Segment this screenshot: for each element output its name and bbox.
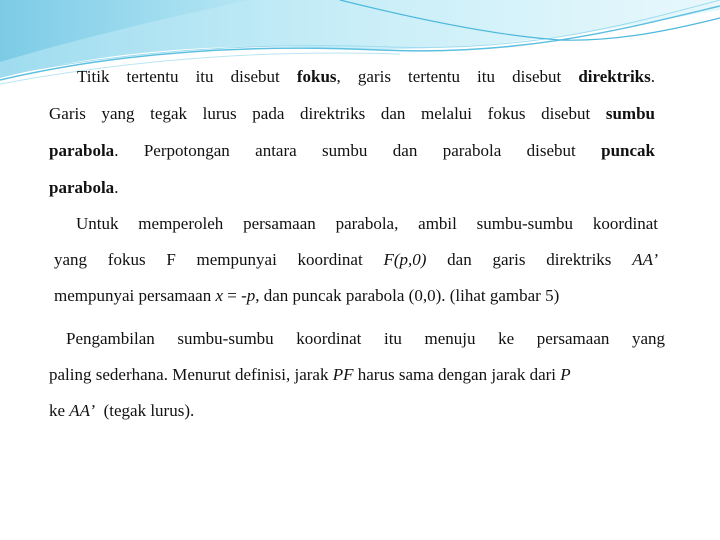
paragraph-3-line-3: [49, 393, 665, 429]
term-sumbu: sumbu: [605, 104, 655, 123]
paragraph-1: [49, 58, 655, 206]
paragraph-1-line-2: [49, 95, 655, 132]
math-point-p: P: [560, 365, 571, 384]
text: . Perpotongan antara sumbu dan parabola disebut: [114, 141, 602, 160]
paragraph-1-line-3: [49, 132, 655, 169]
text: harus sama dengan jarak dari: [353, 365, 561, 384]
text: , garis tertentu itu disebut: [336, 67, 579, 86]
term-parabola: parabola: [49, 178, 115, 197]
term-fokus: fokus: [296, 67, 337, 86]
math-line-aa: AA’: [69, 401, 96, 420]
paragraph-3-line-1: [49, 321, 665, 357]
math-pf: PF: [332, 365, 354, 384]
term-direktriks: direktriks: [578, 67, 651, 86]
paragraph-3-line-2: [49, 357, 665, 393]
text: .: [114, 178, 119, 197]
paragraph-1-line-1: [49, 58, 655, 95]
text: dan garis direktriks: [426, 250, 633, 269]
term-puncak: puncak: [601, 141, 655, 160]
paragraph-2: [54, 206, 658, 314]
math-line-aa: AA’: [632, 250, 658, 269]
math-p: p: [246, 286, 256, 305]
text: Titik tertentu itu disebut: [77, 67, 297, 86]
paragraph-3: [49, 321, 665, 429]
text: .: [650, 67, 655, 86]
text: = -: [223, 286, 247, 305]
paragraph-2-line-2: [54, 242, 658, 278]
text: yang fokus F mempunyai koordinat: [54, 250, 384, 269]
text: Untuk memperoleh persamaan parabola, ambil sumbu-sumbu koordinat: [76, 214, 658, 233]
paragraph-2-line-1: [54, 206, 658, 242]
term-parabola: parabola: [49, 141, 115, 160]
paragraph-2-line-3: [54, 278, 658, 314]
text: Pengambilan sumbu-sumbu koordinat itu menuju ke persamaan yang: [66, 329, 665, 348]
math-focus-coordinate: F(p,0): [383, 250, 427, 269]
text: mempunyai persamaan: [54, 286, 216, 305]
text: paling sederhana. Menurut definisi, jarak: [49, 365, 333, 384]
text: , dan puncak parabola (0,0). (lihat gambar 5): [255, 286, 560, 305]
paragraph-1-line-4: [49, 169, 655, 206]
math-x: x: [215, 286, 223, 305]
text: Garis yang tegak lurus pada direktriks dan melalui fokus disebut: [49, 104, 606, 123]
text: ke: [49, 401, 70, 420]
text: (tegak lurus).: [95, 401, 195, 420]
